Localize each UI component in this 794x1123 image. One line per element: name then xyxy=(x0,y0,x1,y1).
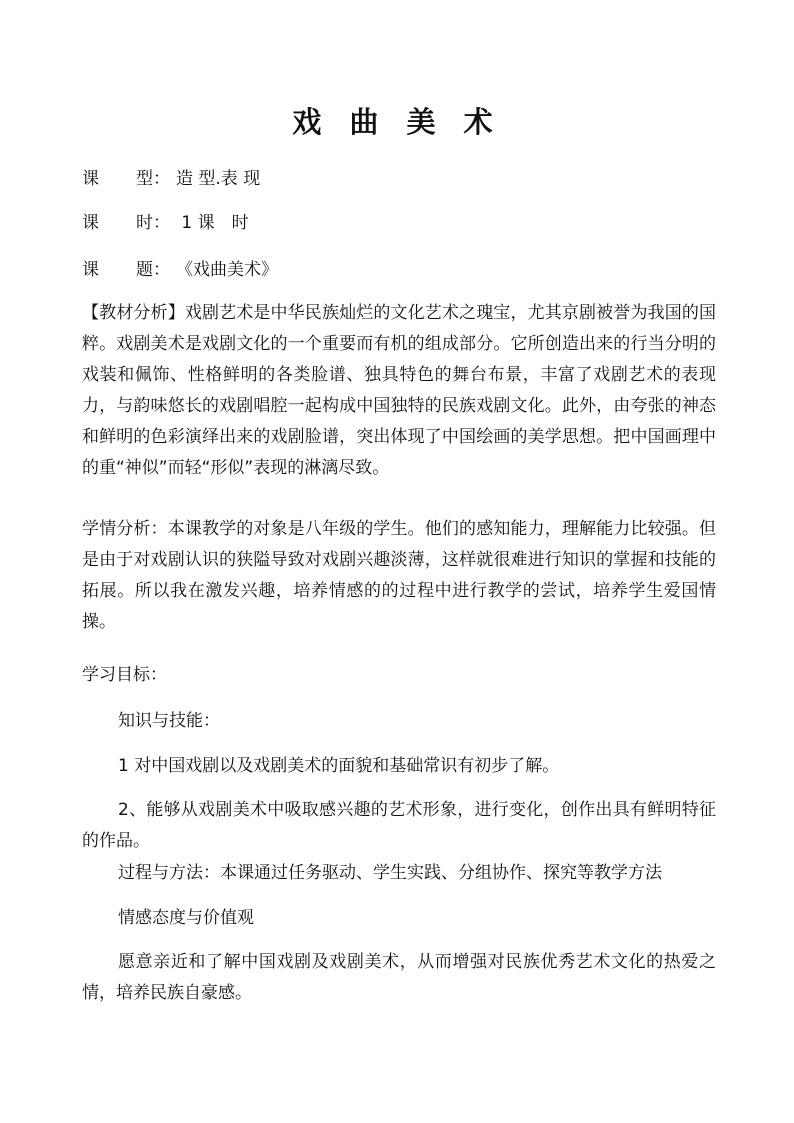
meta-row-topic xyxy=(82,258,278,282)
meta-value: 造 型.表 现 xyxy=(176,169,261,189)
meta-row-hours xyxy=(82,211,249,235)
meta-value: 1 课 时 xyxy=(176,213,249,233)
objectives-heading: 学习目标： xyxy=(82,665,167,685)
knowledge-item-1: 1 对中国戏剧以及戏剧美术的面貌和基础常识有初步了解。 xyxy=(118,756,560,776)
meta-value: 《戏曲美术》 xyxy=(176,260,278,280)
knowledge-heading: 知识与技能： xyxy=(118,711,220,731)
material-analysis-paragraph: 【教材分析】戏剧艺术是中华民族灿烂的文化艺术之瑰宝，尤其京剧被誉为我国的国粹。戏剧美术是戏剧文化的一个重要而有机的组成部分。它所创造出来的行当分明的戏装和佩饰、性格鲜明的各类脸谱、独具特色的舞台布景，丰富了戏剧艺术的表现力，与韵味悠长的戏剧唱腔一起构成中国独特的民族戏剧文化。此外，由夸张的神态和鲜明的色彩演绎出来的戏剧脸谱，突出体现了中国绘画的美学思想。把中国画理中的重“神似”而轻“形似”表现的淋漓尽致。 xyxy=(82,303,716,478)
meta-label: 课 型： xyxy=(82,169,170,189)
meta-row-type xyxy=(82,167,260,191)
knowledge-item-2: 2、能够从戏剧美术中吸取感兴趣的艺术形象，进行变化，创作出具有鲜明特征的作品。 xyxy=(82,800,716,851)
learner-analysis-paragraph: 学情分析：本课教学的对象是八年级的学生。他们的感知能力，理解能力比较强。但是由于对戏剧认识的狭隘导致对戏剧兴趣淡薄，这样就很难进行知识的掌握和技能的拓展。所以我在激发兴趣，培养情感的的过程中进行教学的尝试，培养学生爱国情操。 xyxy=(82,519,716,632)
process-method: 过程与方法：本课通过任务驱动、学生实践、分组协作、探究等教学方法 xyxy=(118,863,662,883)
emotion-heading: 情感态度与价值观 xyxy=(118,908,254,928)
meta-label: 课 题： xyxy=(82,260,170,280)
meta-label: 课 时： xyxy=(82,213,170,233)
emotion-paragraph: 愿意亲近和了解中国戏剧及戏剧美术，从而增强对民族优秀艺术文化的热爱之情，培养民族自豪感。 xyxy=(82,952,716,1003)
page-title: 戏 曲 美 术 xyxy=(292,105,502,139)
